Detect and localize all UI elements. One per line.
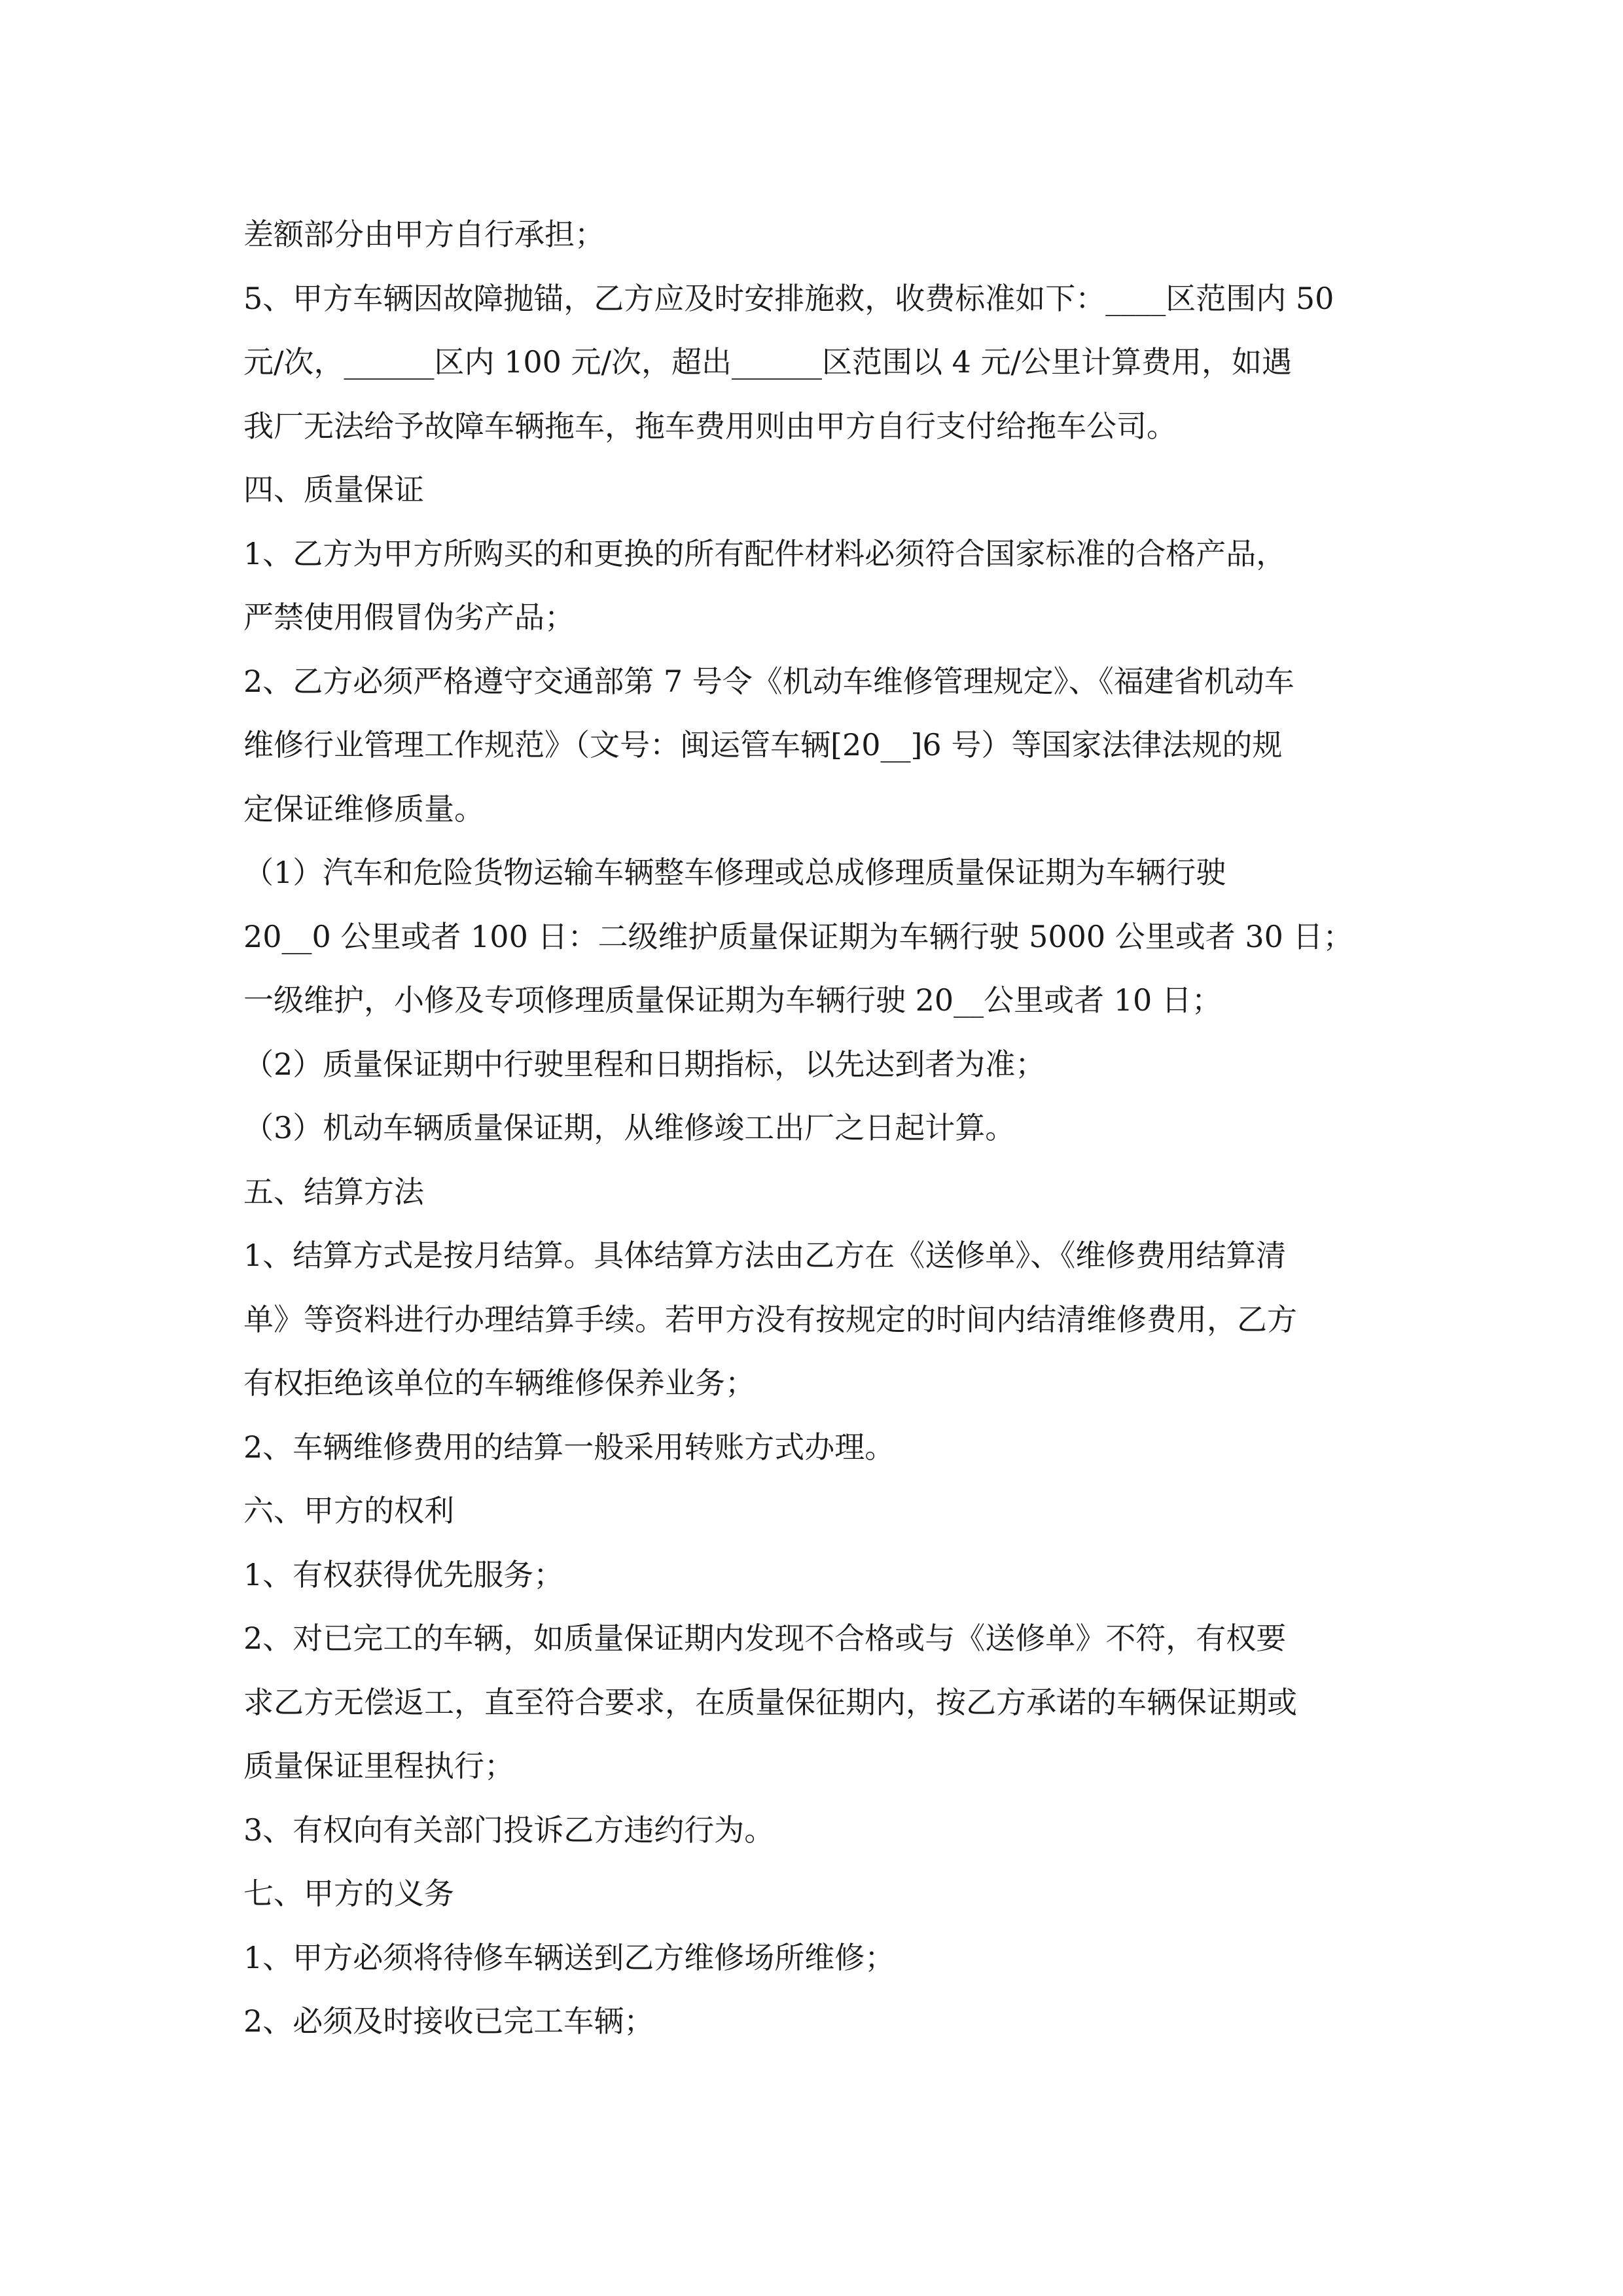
text-line: 差额部分由甲方自行承担； (243, 217, 605, 252)
text-line: 元/次，______区内 100 元/次，超出______区范围以 4 元/公里计算费用，如遇 (243, 344, 1293, 380)
text-line: 2、车辆维修费用的结算一般采用转账方式办理。 (243, 1429, 895, 1465)
text-line: （2）质量保证期中行驶里程和日期指标，以先达到者为准； (243, 1046, 1046, 1082)
text-line: （3）机动车辆质量保证期，从维修竣工出厂之日起计算。 (243, 1110, 1016, 1145)
text-line: 单》等资料进行办理结算手续。若甲方没有按规定的时间内结清维修费用，乙方 (243, 1301, 1297, 1337)
text-line: 定保证维修质量。 (243, 791, 484, 827)
text-line: 我厂无法给予故障车辆拖车，拖车费用则由甲方自行支付给拖车公司。 (243, 408, 1177, 444)
text-line: 5、甲方车辆因故障抛锚，乙方应及时安排施救，收费标准如下：____区范围内 50 (243, 280, 1334, 316)
text-line: 20__0 公里或者 100 日：二级维护质量保证期为车辆行驶 5000 公里或者 30 日； (243, 918, 1353, 954)
text-line: 1、甲方必须将待修车辆送到乙方维修场所维修； (243, 1939, 895, 1975)
text-line: 3、有权向有关部门投诉乙方违约行为。 (243, 1812, 775, 1848)
section-heading: 五、结算方法 (243, 1174, 424, 1210)
text-line: 1、乙方为甲方所购买的和更换的所有配件材料必须符合国家标准的合格产品， (243, 535, 1287, 571)
text-line: 2、必须及时接收已完工车辆； (243, 2003, 654, 2039)
text-line: 严禁使用假冒伪劣产品； (243, 600, 575, 635)
section-heading: 六、甲方的权利 (243, 1493, 454, 1528)
text-line: 1、有权获得优先服务； (243, 1556, 564, 1592)
document-body (243, 203, 1392, 2054)
text-line: 一级维护，小修及专项修理质量保证期为车辆行驶 20__公里或者 10 日； (243, 982, 1222, 1018)
text-line: 1、结算方式是按月结算。具体结算方法由乙方在《送修单》、《维修费用结算清 (243, 1238, 1287, 1273)
text-line: 有权拒绝该单位的车辆维修保养业务； (243, 1365, 755, 1401)
text-line: 求乙方无偿返工，直至符合要求，在质量保征期内，按乙方承诺的车辆保证期或 (243, 1684, 1297, 1720)
text-line: （1）汽车和危险货物运输车辆整车修理或总成修理质量保证期为车辆行驶 (243, 855, 1226, 890)
text-line: 2、对已完工的车辆，如质量保证期内发现不合格或与《送修单》不符，有权要 (243, 1621, 1287, 1656)
text-line: 维修行业管理工作规范》（文号：闽运管车辆[20__]6 号）等国家法律法规的规 (243, 727, 1283, 762)
text-line: 2、乙方必须严格遵守交通部第 7 号令《机动车维修管理规定》、《福建省机动车 (243, 663, 1294, 699)
section-heading: 四、质量保证 (243, 472, 424, 507)
text-line: 质量保证里程执行； (243, 1748, 514, 1784)
section-heading: 七、甲方的义务 (243, 1876, 454, 1911)
